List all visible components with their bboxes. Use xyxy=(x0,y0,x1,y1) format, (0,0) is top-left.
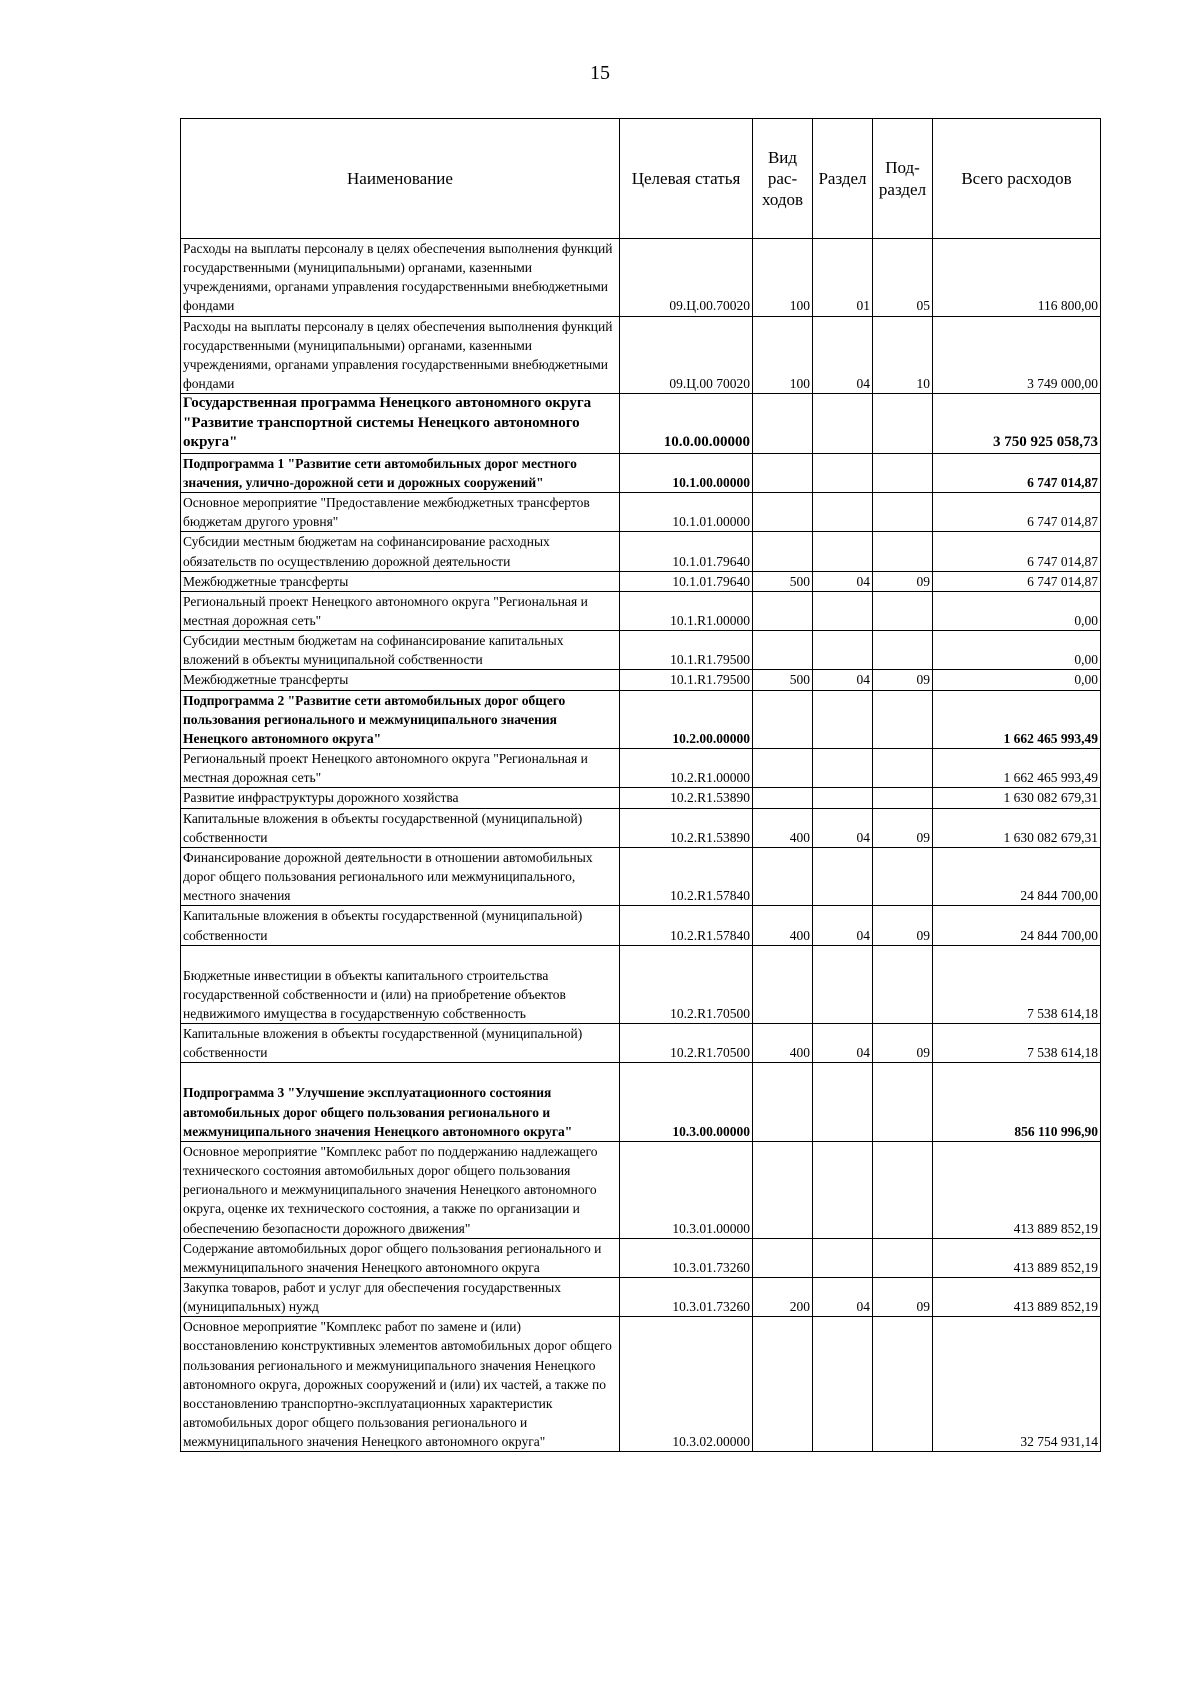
row-name: Субсидии местным бюджетам на софинансирование капитальных вложений в объекты муниципальной собственности xyxy=(181,631,620,670)
table-row xyxy=(181,1317,1101,1452)
row-subsection xyxy=(873,1141,933,1238)
table-row xyxy=(181,571,1101,591)
row-section xyxy=(813,591,873,630)
table-row xyxy=(181,493,1101,532)
row-subsection xyxy=(873,591,933,630)
row-target-article: 10.2.R1.53890 xyxy=(620,808,753,847)
row-expense-kind xyxy=(753,1238,813,1277)
row-total: 32 754 931,14 xyxy=(933,1317,1101,1452)
row-total: 413 889 852,19 xyxy=(933,1238,1101,1277)
row-target-article: 10.3.01.73260 xyxy=(620,1278,753,1317)
row-target-article: 09.Ц.00.70020 xyxy=(620,239,753,317)
row-target-article: 10.1.R1.79500 xyxy=(620,631,753,670)
row-total: 3 750 925 058,73 xyxy=(933,394,1101,454)
row-name: Основное мероприятие "Комплекс работ по замене и (или) восстановлению конструктивных элементов автомобильных дорог общего пользования регионального и межмуниципального значения Ненецкого автономного округа, дорожных сооружений и (или) их частей, а также по восстановлению транспортно-эксплуатационных характеристик автомобильных дорог общего пользования регионального и межмуниципального значения Ненецкого автономного округа" xyxy=(181,1317,620,1452)
row-subsection: 09 xyxy=(873,1024,933,1063)
table-row xyxy=(181,316,1101,394)
row-expense-kind xyxy=(753,631,813,670)
row-total: 6 747 014,87 xyxy=(933,453,1101,492)
header-total: Всего расходов xyxy=(933,119,1101,239)
table-row xyxy=(181,749,1101,788)
table-row xyxy=(181,453,1101,492)
table-row xyxy=(181,1024,1101,1063)
row-subsection xyxy=(873,493,933,532)
table-row xyxy=(181,1063,1101,1141)
row-target-article: 10.1.01.79640 xyxy=(620,571,753,591)
row-subsection: 09 xyxy=(873,906,933,945)
row-name: Региональный проект Ненецкого автономного округа "Региональная и местная дорожная сеть" xyxy=(181,749,620,788)
row-total: 6 747 014,87 xyxy=(933,571,1101,591)
row-subsection: 09 xyxy=(873,1278,933,1317)
row-total: 856 110 996,90 xyxy=(933,1063,1101,1141)
row-name: Основное мероприятие "Комплекс работ по поддержанию надлежащего технического состояния автомобильных дорог общего пользования регионального и межмуниципального значения Ненецкого автономного округа, оценке их технического состояния, а также по организации и обеспечению безопасности дорожного движения" xyxy=(181,1141,620,1238)
row-subsection xyxy=(873,453,933,492)
row-subsection: 09 xyxy=(873,670,933,690)
row-expense-kind xyxy=(753,532,813,571)
row-section xyxy=(813,945,873,1023)
row-target-article: 10.3.01.73260 xyxy=(620,1238,753,1277)
table-row xyxy=(181,670,1101,690)
row-section xyxy=(813,493,873,532)
row-total: 413 889 852,19 xyxy=(933,1141,1101,1238)
row-name: Финансирование дорожной деятельности в отношении автомобильных дорог общего пользования регионального или межмуниципального, местного значения xyxy=(181,847,620,905)
row-subsection xyxy=(873,532,933,571)
row-name: Межбюджетные трансферты xyxy=(181,670,620,690)
row-expense-kind xyxy=(753,453,813,492)
row-expense-kind xyxy=(753,945,813,1023)
row-section: 04 xyxy=(813,808,873,847)
row-expense-kind xyxy=(753,1063,813,1141)
row-section xyxy=(813,1317,873,1452)
row-name: Капитальные вложения в объекты государственной (муниципальной) собственности xyxy=(181,906,620,945)
row-total: 1 630 082 679,31 xyxy=(933,788,1101,808)
table-row xyxy=(181,532,1101,571)
row-expense-kind: 100 xyxy=(753,316,813,394)
row-section: 04 xyxy=(813,316,873,394)
row-subsection xyxy=(873,945,933,1023)
row-section xyxy=(813,453,873,492)
row-target-article: 10.2.00.00000 xyxy=(620,690,753,748)
row-total: 24 844 700,00 xyxy=(933,906,1101,945)
row-total: 0,00 xyxy=(933,670,1101,690)
row-subsection xyxy=(873,631,933,670)
row-expense-kind xyxy=(753,591,813,630)
row-subsection xyxy=(873,1317,933,1452)
row-expense-kind xyxy=(753,394,813,454)
row-target-article: 10.1.01.00000 xyxy=(620,493,753,532)
row-total: 0,00 xyxy=(933,631,1101,670)
row-section xyxy=(813,394,873,454)
row-total: 1 662 465 993,49 xyxy=(933,690,1101,748)
header-expense-kind: Вид рас-ходов xyxy=(753,119,813,239)
row-section: 04 xyxy=(813,906,873,945)
row-target-article: 10.1.00.00000 xyxy=(620,453,753,492)
row-expense-kind: 400 xyxy=(753,906,813,945)
row-target-article: 10.3.01.00000 xyxy=(620,1141,753,1238)
row-name: Региональный проект Ненецкого автономного округа "Региональная и местная дорожная сеть" xyxy=(181,591,620,630)
row-total: 1 630 082 679,31 xyxy=(933,808,1101,847)
row-section xyxy=(813,1063,873,1141)
row-subsection xyxy=(873,1063,933,1141)
row-total: 413 889 852,19 xyxy=(933,1278,1101,1317)
row-total: 7 538 614,18 xyxy=(933,945,1101,1023)
row-section xyxy=(813,847,873,905)
table-row xyxy=(181,239,1101,317)
row-section: 04 xyxy=(813,571,873,591)
row-name: Межбюджетные трансферты xyxy=(181,571,620,591)
row-name: Субсидии местным бюджетам на софинансирование расходных обязательств по осуществлению дорожной деятельности xyxy=(181,532,620,571)
row-total: 3 749 000,00 xyxy=(933,316,1101,394)
row-section xyxy=(813,749,873,788)
header-subsection: Под-раздел xyxy=(873,119,933,239)
row-total: 1 662 465 993,49 xyxy=(933,749,1101,788)
table-row xyxy=(181,906,1101,945)
row-section: 04 xyxy=(813,1278,873,1317)
row-subsection xyxy=(873,847,933,905)
row-section xyxy=(813,631,873,670)
table-row xyxy=(181,690,1101,748)
row-subsection: 10 xyxy=(873,316,933,394)
table-row xyxy=(181,1278,1101,1317)
row-subsection xyxy=(873,1238,933,1277)
row-section xyxy=(813,532,873,571)
row-name: Капитальные вложения в объекты государственной (муниципальной) собственности xyxy=(181,1024,620,1063)
row-expense-kind: 200 xyxy=(753,1278,813,1317)
row-name: Развитие инфраструктуры дорожного хозяйства xyxy=(181,788,620,808)
row-name: Содержание автомобильных дорог общего пользования регионального и межмуниципального значения Ненецкого автономного округа xyxy=(181,1238,620,1277)
row-name: Основное мероприятие "Предоставление межбюджетных трансфертов бюджетам другого уровня" xyxy=(181,493,620,532)
row-total: 7 538 614,18 xyxy=(933,1024,1101,1063)
row-expense-kind xyxy=(753,1317,813,1452)
row-target-article: 10.1.R1.00000 xyxy=(620,591,753,630)
row-name: Подпрограмма 2 "Развитие сети автомобильных дорог общего пользования регионального и межмуниципального значения Ненецкого автономного округа" xyxy=(181,690,620,748)
row-expense-kind xyxy=(753,788,813,808)
budget-table xyxy=(180,118,1101,1452)
table-row xyxy=(181,1238,1101,1277)
row-target-article: 10.2.R1.57840 xyxy=(620,906,753,945)
row-subsection xyxy=(873,749,933,788)
table-row xyxy=(181,847,1101,905)
table-row xyxy=(181,945,1101,1023)
row-expense-kind: 500 xyxy=(753,670,813,690)
row-target-article: 10.2.R1.70500 xyxy=(620,945,753,1023)
row-name: Подпрограмма 3 "Улучшение эксплуатационного состояния автомобильных дорог общего пользования регионального и межмуниципального значения Ненецкого автономного округа" xyxy=(181,1063,620,1141)
row-name: Расходы на выплаты персоналу в целях обеспечения выполнения функций государственными (муниципальными) органами, казенными учреждениями, органами управления государственными внебюджетными фондами xyxy=(181,239,620,317)
table-row xyxy=(181,591,1101,630)
row-total: 6 747 014,87 xyxy=(933,493,1101,532)
row-name: Государственная программа Ненецкого автономного округа "Развитие транспортной системы Ненецкого автономного округа" xyxy=(181,394,620,454)
header-section: Раздел xyxy=(813,119,873,239)
table-row xyxy=(181,394,1101,454)
row-expense-kind xyxy=(753,749,813,788)
row-subsection xyxy=(873,690,933,748)
row-target-article: 10.2.R1.53890 xyxy=(620,788,753,808)
row-section: 01 xyxy=(813,239,873,317)
header-target-article: Целевая статья xyxy=(620,119,753,239)
row-expense-kind: 100 xyxy=(753,239,813,317)
row-target-article: 10.1.01.79640 xyxy=(620,532,753,571)
table-row xyxy=(181,1141,1101,1238)
row-expense-kind xyxy=(753,1141,813,1238)
row-target-article: 10.0.00.00000 xyxy=(620,394,753,454)
table-row xyxy=(181,631,1101,670)
row-total: 6 747 014,87 xyxy=(933,532,1101,571)
row-section: 04 xyxy=(813,1024,873,1063)
row-section xyxy=(813,690,873,748)
row-total: 0,00 xyxy=(933,591,1101,630)
row-target-article: 10.2.R1.70500 xyxy=(620,1024,753,1063)
row-target-article: 10.1.R1.79500 xyxy=(620,670,753,690)
row-target-article: 10.3.02.00000 xyxy=(620,1317,753,1452)
header-name: Наименование xyxy=(181,119,620,239)
row-name: Бюджетные инвестиции в объекты капитального строительства государственной собственности и (или) на приобретение объектов недвижимого имущества в государственную собственность xyxy=(181,945,620,1023)
row-expense-kind xyxy=(753,690,813,748)
row-total: 24 844 700,00 xyxy=(933,847,1101,905)
row-subsection: 09 xyxy=(873,571,933,591)
row-subsection xyxy=(873,788,933,808)
table-row xyxy=(181,808,1101,847)
row-name: Капитальные вложения в объекты государственной (муниципальной) собственности xyxy=(181,808,620,847)
row-section xyxy=(813,1238,873,1277)
row-total: 116 800,00 xyxy=(933,239,1101,317)
row-expense-kind xyxy=(753,847,813,905)
row-target-article: 10.2.R1.00000 xyxy=(620,749,753,788)
table-body xyxy=(181,239,1101,1452)
row-expense-kind: 400 xyxy=(753,808,813,847)
row-target-article: 09.Ц.00 70020 xyxy=(620,316,753,394)
row-section xyxy=(813,1141,873,1238)
row-target-article: 10.2.R1.57840 xyxy=(620,847,753,905)
row-section: 04 xyxy=(813,670,873,690)
page-number: 15 xyxy=(590,62,610,84)
row-name: Закупка товаров, работ и услуг для обеспечения государственных (муниципальных) нужд xyxy=(181,1278,620,1317)
row-section xyxy=(813,788,873,808)
row-expense-kind: 400 xyxy=(753,1024,813,1063)
row-subsection: 09 xyxy=(873,808,933,847)
table-header xyxy=(181,119,1101,239)
row-expense-kind xyxy=(753,493,813,532)
table-row xyxy=(181,788,1101,808)
row-subsection: 05 xyxy=(873,239,933,317)
row-target-article: 10.3.00.00000 xyxy=(620,1063,753,1141)
row-name: Подпрограмма 1 "Развитие сети автомобильных дорог местного значения, улично-дорожной сети и дорожных сооружений" xyxy=(181,453,620,492)
row-subsection xyxy=(873,394,933,454)
row-expense-kind: 500 xyxy=(753,571,813,591)
row-name: Расходы на выплаты персоналу в целях обеспечения выполнения функций государственными (муниципальными) органами, казенными учреждениями, органами управления государственными внебюджетными фондами xyxy=(181,316,620,394)
